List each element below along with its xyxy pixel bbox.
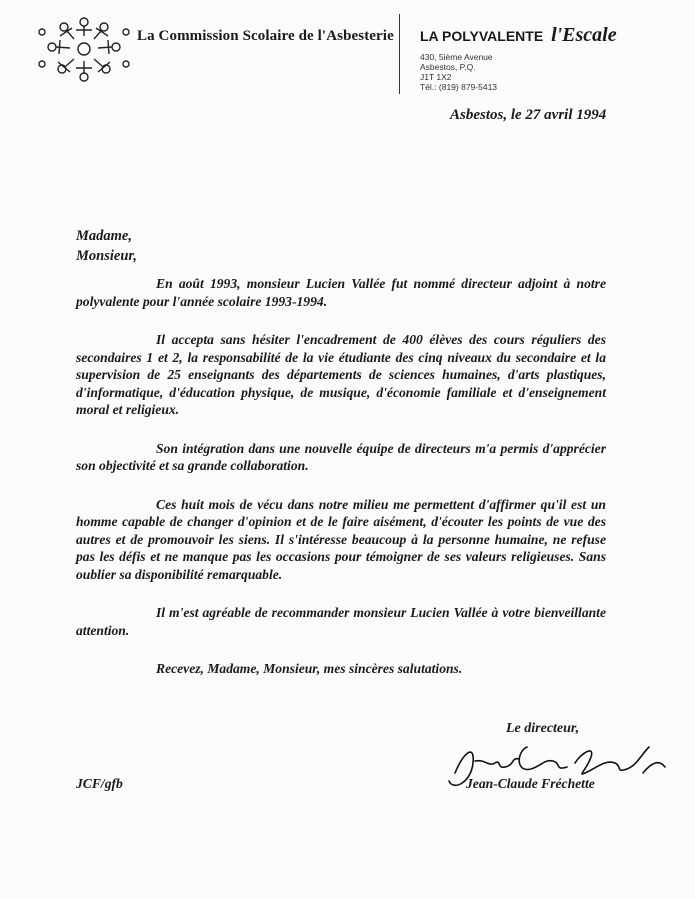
reference-initials: JCF/gfb [76,776,123,791]
closing-salutation: Recevez, Madame, Monsieur, mes sincères salutations. [156,661,463,676]
address-line: 430, 5ième Avenue [420,52,493,62]
school-address [420,52,497,92]
date-line: Asbestos, le 27 avril 1994 [450,107,607,123]
body-paragraph: Son intégration dans une nouvelle équipe de directeurs m'a permis d'apprécier son objectivité et sa grande collaboration. [76,440,606,473]
signer-title: Le directeur, [506,721,580,736]
school-prefix: LA POLYVALENTE [420,28,544,44]
body-paragraph: Il m'est agréable de recommander monsieur Lucien Vallée à votre bienveillante attention. [76,605,606,638]
address-line: Asbestos, P.Q. [420,62,476,72]
address-line: Tél.: (819) 879-5413 [420,82,498,92]
body-paragraph: Il accepta sans hésiter l'encadrement de 400 élèves des cours réguliers des secondaires 1 et 2, la responsabilité de la vie étudiante des cinq niveaux du secondaire et la supervision de 25 enseignants des départements de sciences humaines, d'arts plastiques, d'informatique, d'éducation physique, de musique, d'économie familiale et d'enseignement moral et religieux. [76,332,606,417]
school-brand: l'Escale [551,24,617,46]
commission-name: La Commission Scolaire de l'Asbesterie [137,28,394,44]
signer-name: Jean-Claude Fréchette [466,776,595,791]
address-line: J1T 1X2 [420,72,452,82]
letter-body [76,275,606,699]
circle-of-figures-logo [36,14,132,84]
letterhead-divider [399,14,400,94]
school-name [420,24,617,47]
body-paragraph: Ces huit mois de vécu dans notre milieu me permettent d'affirmer qu'il est un homme capable de changer d'opinion et de le faire aisément, d'écouter les points de vue des autres et de promouvoir les siens. Il s'intéresse beaucoup à la personne humaine, ne refuse pas les défis et ne manque pas les occasions pour témoigner de ses valeurs religieuses. Sans oublier sa disponibilité remarquable. [76,496,606,582]
salutation [76,226,137,266]
body-paragraph: En août 1993, monsieur Lucien Vallée fut nommé directeur adjoint à notre polyvalente pour l'année scolaire 1993-1994. [76,276,606,309]
salutation-line: Madame, [76,228,132,244]
salutation-line: Monsieur, [76,248,137,264]
